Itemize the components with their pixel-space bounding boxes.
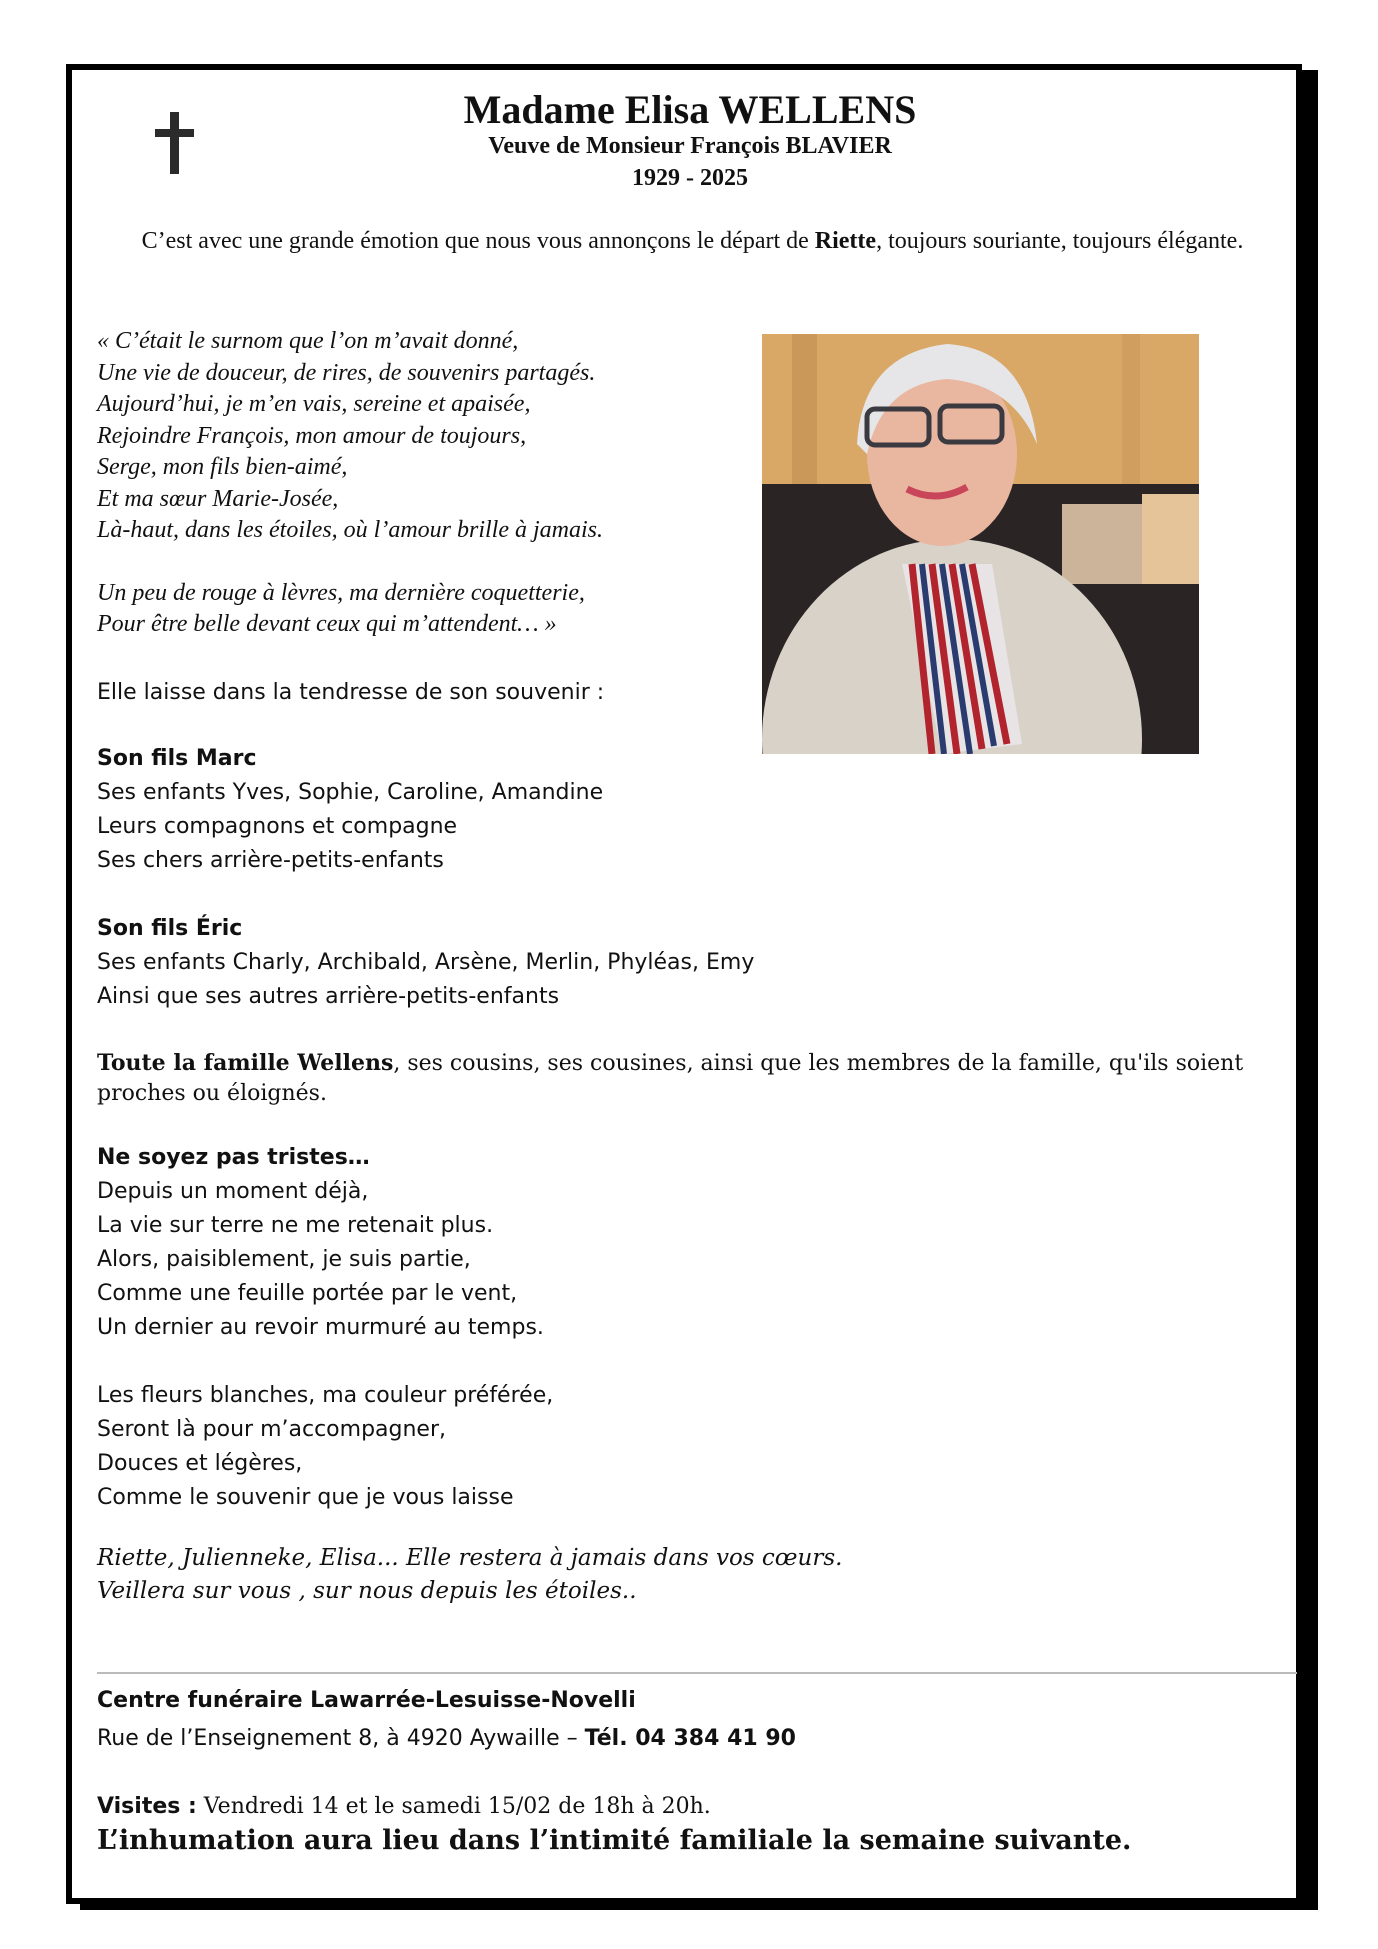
burial-notice: L’inhumation aura lieu dans l’intimité familiale la semaine suivante. [97, 1825, 1132, 1856]
farewell-line: Depuis un moment déjà, [97, 1179, 369, 1204]
marc-line: Leurs compagnons et compagne [97, 814, 458, 839]
farewell-poem [97, 1141, 553, 1515]
marc-line: Ses chers arrière-petits-enfants [97, 848, 444, 873]
eric-title: Son fils Éric [97, 916, 243, 941]
intro-paragraph [100, 226, 1285, 256]
funeral-phone: Tél. 04 384 41 90 [584, 1726, 796, 1751]
farewell-line: Douces et légères, [97, 1451, 303, 1476]
closing-line: Veillera sur vous , sur nous depuis les étoiles.. [97, 1578, 637, 1604]
closing-line: Riette, Julienneke, Elisa... Elle restera à jamais dans vos cœurs. [97, 1545, 843, 1571]
farewell-line: Les fleurs blanches, ma couleur préférée, [97, 1383, 554, 1408]
farewell-line: Un dernier au revoir murmuré au temps. [97, 1315, 544, 1340]
marc-title: Son fils Marc [97, 746, 257, 771]
marc-line: Ses enfants Yves, Sophie, Caroline, Amandine [97, 780, 604, 805]
cross-icon [152, 112, 196, 176]
poem-line: Un peu de rouge à lèvres, ma dernière coquetterie, [97, 579, 585, 606]
divider [97, 1672, 1297, 1674]
farewell-title: Ne soyez pas tristes… [97, 1145, 370, 1170]
deceased-name: Madame Elisa WELLENS [463, 87, 917, 132]
wellens-bold: Toute la famille Wellens [97, 1050, 394, 1076]
family-intro: Elle laisse dans la tendresse de son souvenir : [97, 680, 605, 705]
closing-lines [97, 1542, 1097, 1608]
visits-text: Vendredi 14 et le samedi 15/02 de 18h à 20h. [196, 1794, 711, 1819]
wellens-rest: , ses cousins, ses cousines, ainsi que les membres de la famille, qu'ils soient proches ou éloignés. [97, 1051, 1244, 1106]
eric-line: Ainsi que ses autres arrière-petits-enfants [97, 984, 560, 1009]
family-marc [97, 742, 603, 878]
family-wellens [97, 1048, 1297, 1109]
widow-of: Veuve de Monsieur François BLAVIER [488, 133, 892, 159]
poem-line: Pour être belle devant ceux qui m’attendent… » [97, 611, 557, 637]
intro-nickname: Riette [814, 228, 877, 254]
life-years: 1929 - 2025 [632, 165, 748, 191]
poem-line: Aujourd’hui, je m’en vais, sereine et apaisée, [97, 391, 531, 417]
poem-line: Serge, mon fils bien-aimé, [97, 454, 348, 480]
farewell-line: Alors, paisiblement, je suis partie, [97, 1247, 471, 1272]
visits-label: Visites : [97, 1794, 197, 1819]
visits-line [97, 1790, 711, 1824]
funeral-address-line [97, 1722, 796, 1756]
farewell-line: Comme une feuille portée par le vent, [97, 1281, 518, 1306]
farewell-line: La vie sur terre ne me retenait plus. [97, 1213, 494, 1238]
poem-line: « C’était le surnom que l’on m’avait donné, [97, 328, 519, 354]
poem-line: Là-haut, dans les étoiles, où l’amour brille à jamais. [97, 517, 603, 543]
eric-line: Ses enfants Charly, Archibald, Arsène, Merlin, Phyléas, Emy [97, 950, 755, 975]
poem-line: Rejoindre François, mon amour de toujours, [97, 422, 527, 449]
poem-line: Une vie de douceur, de rires, de souvenirs partagés. [97, 359, 596, 386]
funeral-address: Rue de l’Enseignement 8, à 4920 Aywaille – [97, 1726, 585, 1751]
farewell-line: Comme le souvenir que je vous laisse [97, 1485, 514, 1510]
intro-text: C’est avec une grande émotion que nous vous annonçons le départ de [141, 228, 815, 254]
farewell-line: Seront là pour m’accompagner, [97, 1417, 446, 1442]
funeral-center-name: Centre funéraire Lawarrée-Lesuisse-Novelli [97, 1688, 636, 1713]
family-eric [97, 912, 754, 1014]
portrait-photo [762, 334, 1199, 754]
poem-line: Et ma sœur Marie-Josée, [97, 485, 339, 512]
intro-text-end: , toujours souriante, toujours élégante. [876, 228, 1244, 254]
poem [97, 326, 797, 641]
funeral-center [97, 1684, 796, 1756]
